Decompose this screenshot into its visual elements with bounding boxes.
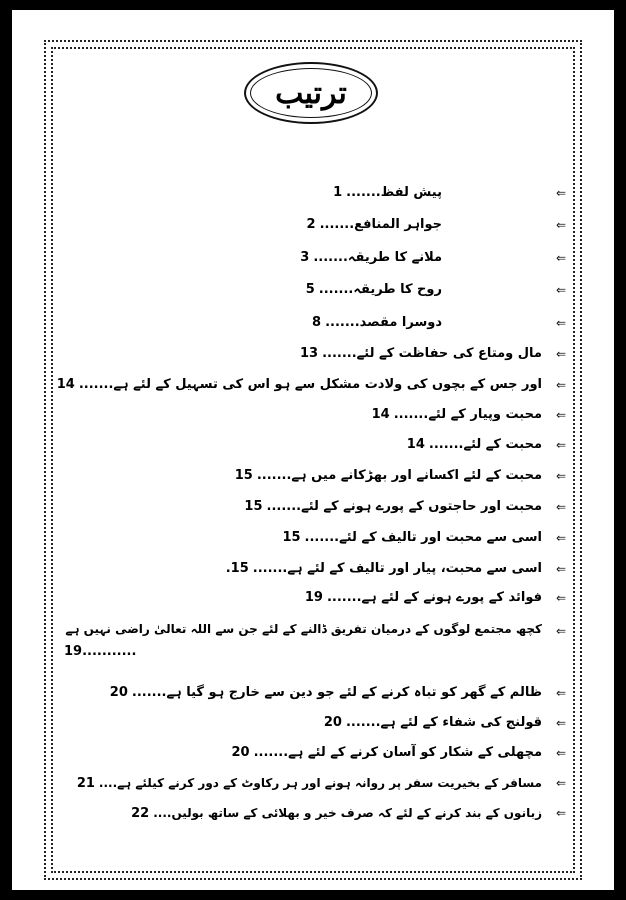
leader-dots: ....... bbox=[252, 561, 288, 576]
toc-entry bbox=[226, 560, 542, 578]
toc-entry bbox=[235, 467, 542, 485]
toc-entry-page: 15 bbox=[282, 530, 301, 545]
toc-entry-page: 14 bbox=[406, 437, 425, 452]
leader-dots: ....... bbox=[319, 217, 355, 232]
toc-entry-page: 14 bbox=[56, 377, 75, 392]
toc-entry-page: 5 bbox=[305, 282, 315, 297]
toc-entry-title: روح کا طریقہ bbox=[353, 282, 442, 297]
toc-entry-title: ملانے کا طریقہ bbox=[347, 250, 442, 265]
toc-entry-page: 15. bbox=[225, 561, 249, 576]
bullet-icon: ⇐ bbox=[555, 251, 567, 265]
toc-entry bbox=[131, 804, 542, 823]
toc-entry-title: کچھ مجتمع لوگوں کے درمیان تفریق ڈالنے کے لئے جن سے اللہ تعالیٰ راضی نہیں ہے bbox=[65, 622, 542, 636]
toc-entry-title: محبت وپیار کے لئے bbox=[428, 407, 542, 422]
toc-entry bbox=[312, 314, 442, 332]
bullet-icon: ⇐ bbox=[555, 316, 567, 330]
bullet-icon: ⇐ bbox=[555, 408, 567, 422]
toc-entry-title: جواہر المنافع bbox=[354, 217, 442, 232]
toc-entry bbox=[110, 684, 542, 702]
leader-dots: ....... bbox=[326, 590, 362, 605]
leader-dots: ....... bbox=[318, 282, 354, 297]
bullet-icon: ⇐ bbox=[555, 746, 567, 760]
leader-dots: ....... bbox=[78, 377, 114, 392]
toc-entry bbox=[306, 281, 442, 299]
leader-dots: ....... bbox=[428, 437, 464, 452]
bullet-icon: ⇐ bbox=[555, 500, 567, 514]
toc-entry-page: 20 bbox=[109, 685, 128, 700]
toc-entry-page: 20 bbox=[231, 745, 250, 760]
toc-entry-title: اسی سے محبت، پیار اور تالیف کے لئے ہے bbox=[287, 561, 542, 576]
leader-dots: ....... bbox=[304, 530, 340, 545]
toc-entry-page: 14 bbox=[371, 407, 390, 422]
toc-entry-title: محبت کے لئے bbox=[463, 437, 542, 452]
bullet-icon: ⇐ bbox=[555, 469, 567, 483]
toc-entry-title: مال ومتاع کی حفاظت کے لئے bbox=[356, 346, 542, 361]
toc-entry-title: اسی سے محبت اور تالیف کے لئے bbox=[339, 530, 542, 545]
toc-entry-title: پیش لفظ bbox=[380, 185, 442, 200]
toc-entry-title: مچھلی کے شکار کو آسان کرنے کے لئے ہے bbox=[288, 745, 542, 760]
toc-entry-title: مسافر کے بخیریت سفر پر روانہ ہونے اور ہر رکاوٹ کے دور کرنے کیلئے ہے bbox=[117, 776, 542, 790]
bullet-icon: ⇐ bbox=[555, 186, 567, 200]
leader-dots: ....... bbox=[256, 468, 292, 483]
toc-entry-page: 22 bbox=[131, 806, 150, 821]
leader-dots: ....... bbox=[266, 499, 302, 514]
toc-entry-page-continued bbox=[64, 644, 137, 659]
toc-entry bbox=[65, 620, 542, 638]
bullet-icon: ⇐ bbox=[555, 806, 567, 820]
toc-entry-page: 2 bbox=[306, 217, 316, 232]
toc-entry bbox=[231, 744, 542, 762]
leader-dots: ....... bbox=[345, 715, 381, 730]
bullet-icon: ⇐ bbox=[555, 776, 567, 790]
bullet-icon: ⇐ bbox=[555, 624, 567, 638]
toc-entry bbox=[300, 345, 542, 363]
bullet-icon: ⇐ bbox=[555, 378, 567, 392]
toc-entry-page: 19 bbox=[64, 644, 83, 659]
bullet-icon: ⇐ bbox=[555, 531, 567, 545]
toc-entry bbox=[407, 436, 542, 454]
bullet-icon: ⇐ bbox=[555, 438, 567, 452]
toc-entry bbox=[324, 714, 542, 732]
bullet-icon: ⇐ bbox=[555, 347, 567, 361]
toc-entry-page: 13 bbox=[299, 346, 319, 361]
toc-entry-title: قولنج کی شفاء کے لئے ہے bbox=[380, 715, 542, 730]
toc-entry bbox=[372, 406, 542, 424]
bullet-icon: ⇐ bbox=[555, 591, 567, 605]
leader-dots: ....... bbox=[346, 185, 381, 200]
leader-dots: ....... bbox=[131, 685, 167, 700]
bullet-icon: ⇐ bbox=[555, 716, 567, 730]
toc-entry-page: 21 bbox=[76, 776, 95, 791]
toc-entry bbox=[282, 529, 542, 547]
toc-entry-page: 15 bbox=[244, 499, 263, 514]
toc-entry-page: 19 bbox=[304, 590, 323, 605]
bullet-icon: ⇐ bbox=[555, 562, 567, 576]
leader-dots: ....... bbox=[313, 250, 348, 265]
toc-entry bbox=[77, 774, 542, 793]
toc-entry-page: 8 bbox=[312, 315, 322, 330]
toc-entry-title: اور جس کے بچوں کی ولادت مشکل سے ہو اس کی تسہیل کے لئے ہے bbox=[113, 377, 542, 392]
toc-entry-page: 3 bbox=[300, 250, 310, 265]
bullet-icon: ⇐ bbox=[555, 218, 567, 232]
leader-dots: .... bbox=[98, 776, 118, 790]
toc-entry bbox=[305, 589, 542, 607]
toc-entry-title: ظالم کے گھر کو تباہ کرنے کے لئے جو دین سے خارج ہو گیا ہے bbox=[166, 685, 542, 700]
toc-entry bbox=[244, 498, 542, 516]
leader-dots: ....... bbox=[325, 315, 360, 330]
toc-entry-title: فوائد کے پورے ہونے کے لئے ہے bbox=[361, 590, 542, 605]
toc-entry bbox=[307, 216, 442, 234]
toc-entry-title: محبت اور حاجتوں کے پورے ہونے کے لئے bbox=[301, 499, 542, 514]
bullet-icon: ⇐ bbox=[555, 686, 567, 700]
leader-dots: ....... bbox=[253, 745, 289, 760]
leader-dots: ....... bbox=[393, 407, 429, 422]
toc-entry-title: محبت کے لئے اکسانے اور بھڑکانے میں ہے bbox=[291, 468, 542, 483]
toc-entry-page: 1 bbox=[333, 185, 343, 200]
leader-dots: ....... bbox=[322, 346, 357, 361]
toc-entry-title: زبانوں کے بند کرنے کے لئے کہ صرف خیر و بھلائی کے ساتھ بولیں bbox=[171, 806, 542, 820]
leader-dots: ........... bbox=[82, 644, 137, 659]
bullet-icon: ⇐ bbox=[555, 283, 567, 297]
toc-entry bbox=[57, 376, 542, 394]
page-title: ترتیب bbox=[275, 75, 347, 111]
toc-entry-page: 15 bbox=[234, 468, 253, 483]
toc-entry bbox=[333, 184, 442, 202]
toc-entry-title: دوسرا مقصد bbox=[359, 315, 442, 330]
toc-entry-page: 20 bbox=[323, 715, 342, 730]
toc-entry bbox=[300, 249, 442, 267]
leader-dots: .... bbox=[153, 806, 172, 820]
